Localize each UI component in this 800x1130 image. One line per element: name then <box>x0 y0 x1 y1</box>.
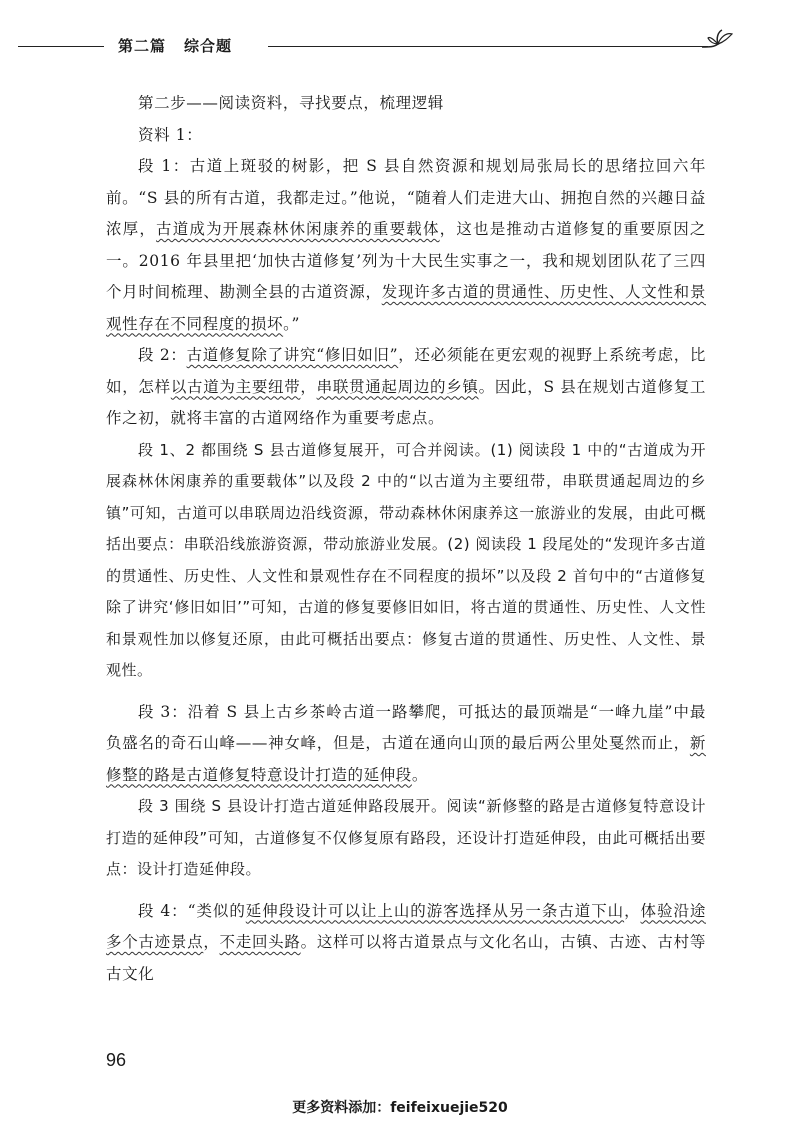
para1-underline-1: 古道成为开展森林休闲康养的重要载体 <box>156 220 440 238</box>
page-number: 96 <box>106 1050 127 1070</box>
para4-underline-2: 体验沿途多个古迹景点 <box>106 901 706 951</box>
para2-underline-1: 古道修复除了讲究“修旧如旧” <box>186 346 399 364</box>
header-rule-right <box>268 46 708 47</box>
para1-text-3: 。” <box>283 314 300 333</box>
para4-underline-3: 不走回头路 <box>219 933 301 951</box>
material-paragraph-1 <box>106 151 706 340</box>
para4-text-3: ， <box>203 933 220 951</box>
step-heading: 第二步——阅读资料，寻找要点，梳理逻辑 <box>138 94 444 112</box>
para4-text-2: ， <box>624 901 641 920</box>
para4-text-4: 。这样可以将古道景点与文化名山，古镇、古迹、古村等古文化 <box>106 933 706 983</box>
para4-text-1: 段 4：“类似的 <box>138 901 246 920</box>
header-part: 第二篇 <box>118 37 167 55</box>
analysis-paragraph-1: 段 1、2 都围绕 S 县古道修复展开，可合并阅读。(1) 阅读段 1 中的“古道成为开展森林休闲康养的重要载体”以及段 2 中的“以古道为主要纽带，串联贯通起周边的乡镇”可知，古道可以串联周边沿线资源，带动森林休闲康养这一旅游业的发展，由此可概括出要点：串联沿线旅游资源，带动旅游业发展。(2) 阅读段 1 段尾处的“发现许多古道的贯通性、历史性、人文性和景观性存在不同程度的损坏”以及段 2 首句中的“古道修复除了讲究‘修旧如旧’”可知，古道的修复要修旧如旧，将古道的贯通性、历史性、人文性和景观性加以修复还原，由此可概括出要点：修复古道的贯通性、历史性、人文性、景观性。 <box>106 440 706 679</box>
para3-text-1: 段 3：沿着 S 县上古乡茶岭古道一路攀爬，可抵达的最顶端是“一峰九崖”中最负盛名的奇石山峰——神女峰，但是，古道在通向山顶的最后两公里处戛然而止， <box>106 702 706 752</box>
header-title <box>118 35 250 56</box>
material-paragraph-3 <box>106 697 706 792</box>
material-paragraph-2 <box>106 340 706 435</box>
header-section: 综合题 <box>184 37 233 55</box>
para2-underline-2: 以古道为主要纽带 <box>170 377 301 396</box>
footer-note: 更多资料添加：feifeixuejie520 <box>292 1100 508 1116</box>
para3-underline-1: 新修整的路是古道修复特意设计打造的延伸段 <box>106 734 706 784</box>
material-paragraph-4 <box>106 896 706 991</box>
para2-text-1: 段 2： <box>138 346 187 364</box>
page-body <box>106 88 706 990</box>
para3-text-2: 。 <box>411 765 429 784</box>
para2-text-4: 。因此，S 县在规划古道修复工作之初，就将丰富的古道网络作为重要考虑点。 <box>106 377 706 427</box>
para2-text-3: ， <box>300 377 317 396</box>
header-rule-left <box>18 46 104 47</box>
para4-underline-1: 延伸段设计可以让上山的游客选择从另一条古道下山 <box>245 901 625 920</box>
para2-text-2: ，还必须能在更宏观的视野上系统考虑，比如，怎样 <box>106 346 706 396</box>
analysis-paragraph-2: 段 3 围绕 S 县设计打造古道延伸路段展开。阅读“新修整的路是古道修复特意设计打造的延伸段”可知，古道修复不仅修复原有路段，还设计打造延伸段，由此可概括出要点：设计打造延伸段。 <box>106 797 706 878</box>
sprout-icon <box>702 26 736 56</box>
running-header <box>18 26 780 66</box>
material-label: 资料 1： <box>138 125 203 144</box>
para1-text-1: 段 1：古道上斑驳的树影，把 S 县自然资源和规划局张局长的思绪拉回六年前。“S 县的所有古道，我都走过。”他说，“随着人们走进大山、拥抱自然的兴趣日益浓厚， <box>106 157 706 238</box>
para1-underline-2: 发现许多古道的贯通性、历史性、人文性和景观性存在不同程度的损坏 <box>106 283 706 333</box>
para2-underline-3: 串联贯通起周边的乡镇 <box>316 377 479 396</box>
para1-text-2: ，这也是推动古道修复的重要原因之一。2016 年县里把‘加快古道修复’列为十大民生实事之一，我和规划团队花了三四个月时间梳理、勘测全县的古道资源， <box>106 220 706 301</box>
